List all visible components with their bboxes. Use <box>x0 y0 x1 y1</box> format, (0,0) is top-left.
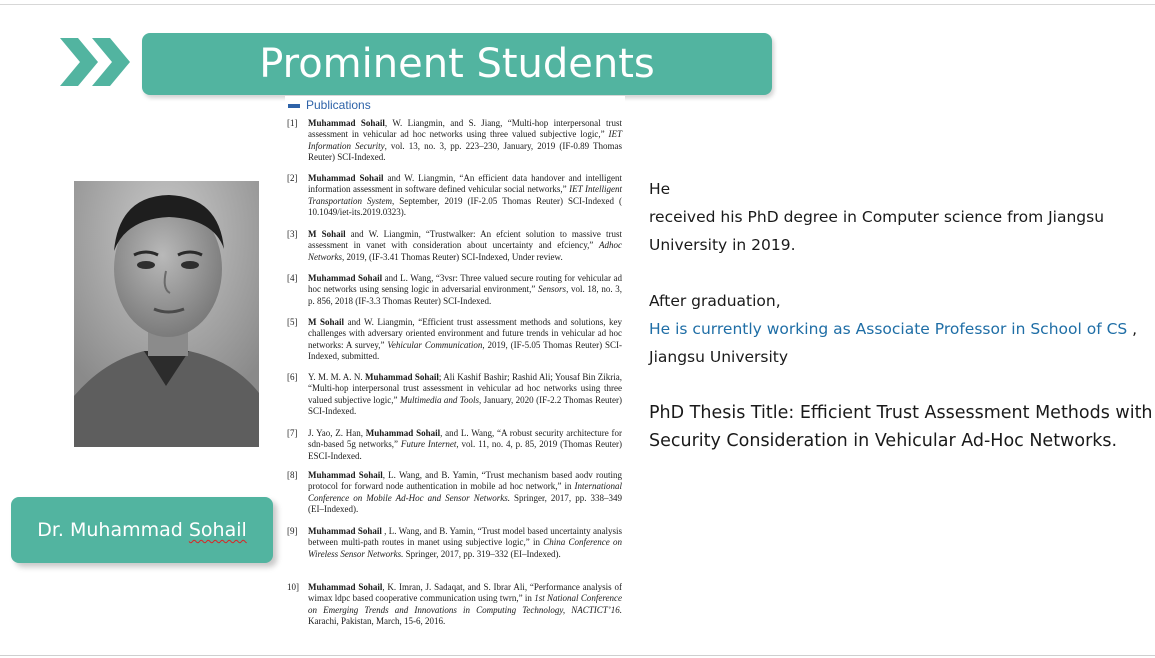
top-divider <box>0 4 1155 5</box>
bio-text <box>649 175 1154 455</box>
student-photo <box>74 181 259 447</box>
bio-line: Jiangsu University <box>649 348 789 366</box>
position-line: He is currently working as Associate Professor in School of CS , <box>649 320 1138 338</box>
thesis-title: PhD Thesis Title: Efficient Trust Assessment Methods with Security Consideration in Vehicular Ad-Hoc Networks. <box>649 403 1153 451</box>
slide-title: Prominent Students <box>259 41 655 87</box>
student-name: Dr. Muhammad Sohail <box>37 519 247 541</box>
name-badge <box>11 497 273 563</box>
position-link[interactable]: He is currently working as Associate Professor in School of CS <box>649 320 1128 338</box>
publications-image: Publications [1] Muhammad Sohail, W. Liangmin, and S. Jiang, “Multi-hop interpersonal trust assessment in vehicular ad hoc networks using three valued subjective logic,” IET Information Security, vol. 13, no. 3, pp. 223–230, January, 2019 (IF-0.89 Thomas Reuter) SCI-Indexed. [2] Muhammad Sohail and W. Liangmin, “An efficient data handover and intelligent information assessment in software defined vehicular social networks,” IET Intelligent Transportation System, September, 2019 (IF-2.05 Thomas Reuter) SCI-Indexed ( 10.1049/iet-its.2019.0323). [3] M Sohail and W. Liangmin, “Trustwalker: An efcient solution to massive trust assessment in vanet with consideration about uncertainty and efciency,” Adhoc Networks, 2019, (IF-3.41 Thomas Reuter) SCI-Indexed, Under review. [4] Muhammad Sohail and L. Wang, “3vsr: Three valued secure routing for vehicular ad hoc networks using sensing logic in adversarial environment,” Sensors, vol. 18, no. 3, p. 856, 2018 (IF-3.3 Thomas Reuter) SCI-Indexed. [5] M Sohail and W. Liangmin, “Efficient trust assessment methods and solutions, key challenges with adversary oriented environment and future trends in vehicular ad hoc networks: A survey,” Vehicular Communication, 2019, (IF-5.05 Thomas Reuter) SCI-Indexed, submitted. [6] Y. M. M. A. N. Muhammad Sohail; Ali Kashif Bashir; Rashid Ali; Yousaf Bin Zikria, “Multi-hop interpersonal trust assessment in vehicular ad hoc networks using three valued subjective logic,” Multimedia and Tools, January, 2020 (IF-2.2 Thomas Reuter) SCI-Indexed. [7] J. Yao, Z. Han, Muhammad Sohail, and L. Wang, “A robust security architecture for sdn-based 5g networks,” Future Internet, vol. 11, no. 4, p. 85, 2019 (Thomas Reuter) ESCI-Indexed. [8] Muhammad Sohail, L. Wang, and B. Yamin, “Trust mechanism based aodv routing protocol for forward node authentication in mobile ad hoc network,” in International Conference on Mobile Ad-Hoc and Sensor Networks. Springer, 2017, pp. 338–349 (EI–Indexed). [9] Muhammad Sohail , L. Wang, and B. Yamin, “Trust model based uncertainty analysis between multi-path routes in manet using subjective logic,” in China Conference on Wireless Sensor Networks. Springer, 2017, pp. 319–332 (EI–Indexed). 10] Muhammad Sohail, K. Imran, J. Sadaqat, and S. Ibrar Ali, “Performance analysis of wimax ldpc based cooperative communication using twrn,” in 1st National Conference on Emerging Trends and Innovations in Computing Technology, NACTICT’16. Karachi, Pakistan, March, 15-6, 2016. <box>285 96 625 631</box>
bio-line: After graduation, <box>649 292 781 310</box>
title-banner <box>142 33 772 95</box>
double-chevron-icon <box>60 38 132 86</box>
bottom-divider <box>0 655 1155 656</box>
publications-heading: Publications <box>288 100 371 111</box>
bio-line: received his PhD degree in Computer science from Jiangsu University in 2019. <box>649 208 1105 254</box>
bio-line: He <box>649 180 671 198</box>
